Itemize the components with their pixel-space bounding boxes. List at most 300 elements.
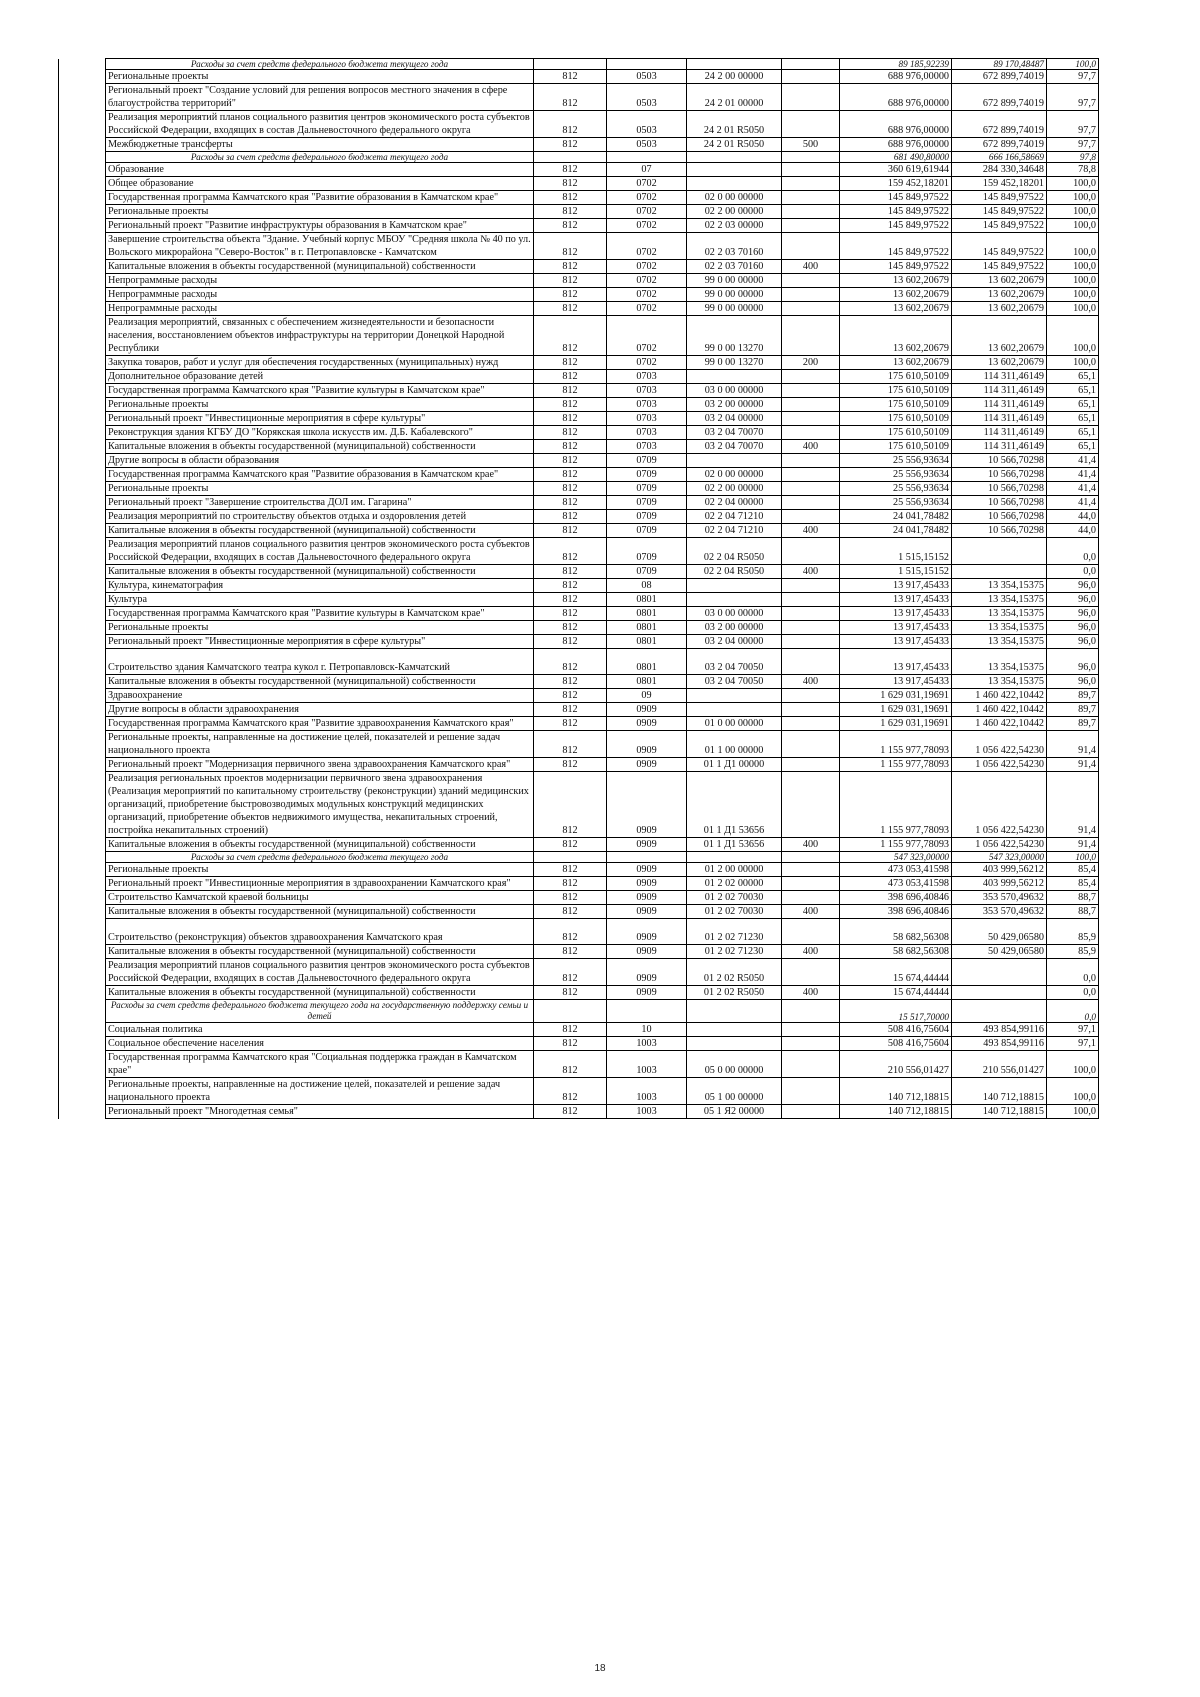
target-article-code: 01 2 00 00000 (687, 863, 782, 877)
margin-cell (59, 731, 106, 758)
execution-percent: 0,0 (1047, 959, 1099, 986)
section-code: 0909 (607, 731, 687, 758)
item-name: Региональный проект "Развитие инфраструктуры образования в Камчатском крае" (106, 219, 534, 233)
executed-amount: 114 311,46149 (952, 384, 1047, 398)
table-row (59, 302, 1099, 316)
planned-amount: 175 610,50109 (840, 370, 952, 384)
target-article-code (687, 593, 782, 607)
grbs-code (534, 152, 607, 163)
item-name: Строительство (реконструкция) объектов здравоохранения Камчатского края (106, 919, 534, 945)
grbs-code: 812 (534, 1037, 607, 1051)
planned-amount: 175 610,50109 (840, 426, 952, 440)
execution-percent: 41,4 (1047, 496, 1099, 510)
executed-amount: 145 849,97522 (952, 260, 1047, 274)
target-article-code: 03 2 00 00000 (687, 621, 782, 635)
table-row (59, 111, 1099, 138)
item-name: Реализация мероприятий планов социального развития центров экономического роста субъектов Российской Федерации, входящих в состав Дальневосточного федерального округа (106, 538, 534, 565)
planned-amount: 1 515,15152 (840, 565, 952, 579)
expense-type-code (782, 274, 840, 288)
expense-type-code (782, 579, 840, 593)
table-row (59, 607, 1099, 621)
execution-percent: 85,4 (1047, 877, 1099, 891)
expense-type-code (782, 496, 840, 510)
item-name: Региональные проекты, направленные на достижение целей, показателей и решение задач национального проекта (106, 1078, 534, 1105)
table-row (59, 70, 1099, 84)
execution-percent: 96,0 (1047, 649, 1099, 675)
section-code: 09 (607, 689, 687, 703)
planned-amount: 15 517,70000 (840, 1000, 952, 1023)
executed-amount: 493 854,99116 (952, 1037, 1047, 1051)
item-name: Государственная программа Камчатского края "Развитие образования в Камчатском крае" (106, 468, 534, 482)
executed-amount: 13 602,20679 (952, 274, 1047, 288)
expense-type-code (782, 191, 840, 205)
expense-type-code (782, 1105, 840, 1119)
planned-amount: 1 155 977,78093 (840, 731, 952, 758)
table-row (59, 1023, 1099, 1037)
execution-percent: 97,1 (1047, 1023, 1099, 1037)
expense-type-code (782, 1037, 840, 1051)
expense-type-code: 400 (782, 838, 840, 852)
target-article-code (687, 689, 782, 703)
expense-type-code (782, 454, 840, 468)
execution-percent: 96,0 (1047, 621, 1099, 635)
executed-amount: 89 170,48487 (952, 59, 1047, 70)
section-code: 0702 (607, 191, 687, 205)
section-code: 0709 (607, 496, 687, 510)
table-row (59, 316, 1099, 356)
table-row (59, 260, 1099, 274)
execution-percent: 0,0 (1047, 986, 1099, 1000)
margin-cell (59, 758, 106, 772)
expense-type-code: 500 (782, 138, 840, 152)
margin-cell (59, 177, 106, 191)
item-name: Другие вопросы в области образования (106, 454, 534, 468)
margin-cell (59, 863, 106, 877)
margin-cell (59, 538, 106, 565)
section-code: 0801 (607, 649, 687, 675)
executed-amount: 1 056 422,54230 (952, 731, 1047, 758)
margin-cell (59, 905, 106, 919)
section-code: 08 (607, 579, 687, 593)
section-code: 0709 (607, 538, 687, 565)
executed-amount (952, 565, 1047, 579)
execution-percent: 85,9 (1047, 945, 1099, 959)
target-article-code: 02 2 04 71210 (687, 524, 782, 538)
planned-amount: 25 556,93634 (840, 482, 952, 496)
table-row (59, 593, 1099, 607)
margin-cell (59, 191, 106, 205)
item-name: Государственная программа Камчатского края "Развитие культуры в Камчатском крае" (106, 384, 534, 398)
grbs-code: 812 (534, 412, 607, 426)
execution-percent: 44,0 (1047, 510, 1099, 524)
expense-type-code (782, 758, 840, 772)
executed-amount: 10 566,70298 (952, 524, 1047, 538)
margin-cell (59, 689, 106, 703)
execution-percent: 89,7 (1047, 717, 1099, 731)
expense-type-code (782, 70, 840, 84)
planned-amount: 688 976,00000 (840, 111, 952, 138)
margin-cell (59, 288, 106, 302)
table-row (59, 440, 1099, 454)
execution-percent: 0,0 (1047, 538, 1099, 565)
margin-cell (59, 1023, 106, 1037)
grbs-code: 812 (534, 945, 607, 959)
target-article-code: 05 1 Я2 00000 (687, 1105, 782, 1119)
planned-amount: 13 917,45433 (840, 675, 952, 689)
section-code: 0703 (607, 398, 687, 412)
grbs-code: 812 (534, 538, 607, 565)
execution-percent: 96,0 (1047, 635, 1099, 649)
margin-cell (59, 607, 106, 621)
executed-amount (952, 986, 1047, 1000)
execution-percent: 88,7 (1047, 905, 1099, 919)
execution-percent: 41,4 (1047, 482, 1099, 496)
grbs-code: 812 (534, 635, 607, 649)
section-code: 0909 (607, 863, 687, 877)
target-article-code: 05 0 00 00000 (687, 1051, 782, 1078)
section-code (607, 1000, 687, 1023)
margin-cell (59, 621, 106, 635)
target-article-code: 02 2 03 70160 (687, 233, 782, 260)
section-code: 1003 (607, 1037, 687, 1051)
expense-type-code: 400 (782, 565, 840, 579)
planned-amount: 145 849,97522 (840, 191, 952, 205)
expense-type-code (782, 316, 840, 356)
executed-amount: 13 602,20679 (952, 288, 1047, 302)
executed-amount: 114 311,46149 (952, 398, 1047, 412)
margin-cell (59, 717, 106, 731)
margin-cell (59, 370, 106, 384)
planned-amount: 13 917,45433 (840, 579, 952, 593)
note-row (59, 59, 1099, 70)
target-article-code: 02 2 04 71210 (687, 510, 782, 524)
target-article-code (687, 1037, 782, 1051)
execution-percent: 100,0 (1047, 356, 1099, 370)
section-code: 0503 (607, 111, 687, 138)
margin-cell (59, 356, 106, 370)
item-name: Образование (106, 163, 534, 177)
grbs-code: 812 (534, 370, 607, 384)
section-code: 0801 (607, 675, 687, 689)
margin-cell (59, 468, 106, 482)
margin-cell (59, 426, 106, 440)
expense-type-code (782, 59, 840, 70)
grbs-code: 812 (534, 621, 607, 635)
margin-cell (59, 852, 106, 863)
expense-type-code (782, 538, 840, 565)
planned-amount: 681 490,80000 (840, 152, 952, 163)
execution-percent: 100,0 (1047, 852, 1099, 863)
target-article-code: 24 2 01 00000 (687, 84, 782, 111)
target-article-code: 03 2 04 70070 (687, 426, 782, 440)
target-article-code (687, 852, 782, 863)
table-row (59, 510, 1099, 524)
section-code: 1003 (607, 1051, 687, 1078)
execution-percent: 85,9 (1047, 919, 1099, 945)
expense-type-code (782, 370, 840, 384)
execution-percent: 65,1 (1047, 384, 1099, 398)
item-name: Дополнительное образование детей (106, 370, 534, 384)
grbs-code: 812 (534, 191, 607, 205)
execution-percent: 0,0 (1047, 565, 1099, 579)
target-article-code: 03 2 04 00000 (687, 635, 782, 649)
target-article-code (687, 370, 782, 384)
expense-type-code: 400 (782, 524, 840, 538)
planned-amount: 1 155 977,78093 (840, 838, 952, 852)
margin-cell (59, 219, 106, 233)
planned-amount: 24 041,78482 (840, 510, 952, 524)
execution-percent: 100,0 (1047, 191, 1099, 205)
grbs-code: 812 (534, 675, 607, 689)
grbs-code: 812 (534, 426, 607, 440)
execution-percent: 100,0 (1047, 177, 1099, 191)
expense-type-code (782, 607, 840, 621)
grbs-code: 812 (534, 524, 607, 538)
margin-cell (59, 302, 106, 316)
section-code: 1003 (607, 1078, 687, 1105)
target-article-code: 03 2 04 70070 (687, 440, 782, 454)
execution-percent: 91,4 (1047, 758, 1099, 772)
grbs-code: 812 (534, 468, 607, 482)
executed-amount: 13 354,15375 (952, 607, 1047, 621)
expense-type-code (782, 635, 840, 649)
table-row (59, 838, 1099, 852)
section-code: 0709 (607, 524, 687, 538)
execution-percent: 97,7 (1047, 111, 1099, 138)
expense-type-code (782, 482, 840, 496)
planned-amount: 508 416,75604 (840, 1023, 952, 1037)
grbs-code (534, 852, 607, 863)
table-row (59, 621, 1099, 635)
grbs-code (534, 1000, 607, 1023)
table-row (59, 959, 1099, 986)
execution-percent: 100,0 (1047, 260, 1099, 274)
table-row (59, 635, 1099, 649)
item-name: Капитальные вложения в объекты государственной (муниципальной) собственности (106, 675, 534, 689)
planned-amount: 15 674,44444 (840, 959, 952, 986)
grbs-code: 812 (534, 877, 607, 891)
target-article-code (687, 703, 782, 717)
margin-cell (59, 579, 106, 593)
section-code: 0702 (607, 219, 687, 233)
execution-percent: 65,1 (1047, 412, 1099, 426)
table-row (59, 538, 1099, 565)
executed-amount: 284 330,34648 (952, 163, 1047, 177)
table-row (59, 579, 1099, 593)
item-name: Другие вопросы в области здравоохранения (106, 703, 534, 717)
expense-type-code (782, 84, 840, 111)
table-row (59, 689, 1099, 703)
executed-amount: 114 311,46149 (952, 412, 1047, 426)
planned-amount: 58 682,56308 (840, 945, 952, 959)
margin-cell (59, 260, 106, 274)
executed-amount: 1 460 422,10442 (952, 689, 1047, 703)
section-code: 0702 (607, 288, 687, 302)
table-row (59, 945, 1099, 959)
item-name: Реализация мероприятий, связанных с обеспечением жизнедеятельности и безопасности населения, восстановлением объектов инфраструктуры на территории Донецкой Народной Республики (106, 316, 534, 356)
expense-type-code (782, 233, 840, 260)
target-article-code: 03 0 00 00000 (687, 607, 782, 621)
margin-cell (59, 274, 106, 288)
planned-amount: 175 610,50109 (840, 384, 952, 398)
grbs-code: 812 (534, 689, 607, 703)
grbs-code: 812 (534, 84, 607, 111)
executed-amount: 1 056 422,54230 (952, 758, 1047, 772)
executed-amount: 13 602,20679 (952, 302, 1047, 316)
item-name: Капитальные вложения в объекты государственной (муниципальной) собственности (106, 565, 534, 579)
item-name: Государственная программа Камчатского края "Развитие культуры в Камчатском крае" (106, 607, 534, 621)
planned-amount: 175 610,50109 (840, 398, 952, 412)
margin-cell (59, 412, 106, 426)
table-row (59, 482, 1099, 496)
expense-type-code (782, 772, 840, 838)
execution-percent: 100,0 (1047, 1078, 1099, 1105)
section-code: 0909 (607, 905, 687, 919)
section-code: 0703 (607, 426, 687, 440)
item-name: Расходы за счет средств федерального бюджета текущего года (106, 152, 534, 163)
planned-amount: 688 976,00000 (840, 84, 952, 111)
target-article-code: 01 2 02 R5050 (687, 986, 782, 1000)
section-code: 0909 (607, 758, 687, 772)
target-article-code: 01 2 02 70030 (687, 891, 782, 905)
table-row (59, 717, 1099, 731)
executed-amount: 114 311,46149 (952, 370, 1047, 384)
table-row (59, 177, 1099, 191)
grbs-code: 812 (534, 274, 607, 288)
target-article-code: 01 2 02 00000 (687, 877, 782, 891)
grbs-code: 812 (534, 919, 607, 945)
executed-amount: 13 354,15375 (952, 675, 1047, 689)
grbs-code: 812 (534, 1078, 607, 1105)
execution-percent: 97,8 (1047, 152, 1099, 163)
note-row (59, 852, 1099, 863)
grbs-code: 812 (534, 1105, 607, 1119)
target-article-code: 99 0 00 00000 (687, 302, 782, 316)
planned-amount: 13 602,20679 (840, 274, 952, 288)
section-code: 0909 (607, 772, 687, 838)
target-article-code: 01 2 02 71230 (687, 919, 782, 945)
section-code: 0503 (607, 138, 687, 152)
item-name: Региональный проект "Инвестиционные мероприятия в сфере культуры" (106, 635, 534, 649)
margin-cell (59, 233, 106, 260)
section-code: 0702 (607, 316, 687, 356)
execution-percent: 91,4 (1047, 772, 1099, 838)
table-row (59, 233, 1099, 260)
item-name: Региональный проект "Создание условий для решения вопросов местного значения в сфере благоустройства территорий" (106, 84, 534, 111)
table-row (59, 219, 1099, 233)
item-name: Региональные проекты (106, 621, 534, 635)
executed-amount: 114 311,46149 (952, 426, 1047, 440)
target-article-code: 99 0 00 13270 (687, 316, 782, 356)
planned-amount: 473 053,41598 (840, 877, 952, 891)
section-code: 10 (607, 1023, 687, 1037)
table-row (59, 524, 1099, 538)
execution-percent: 65,1 (1047, 440, 1099, 454)
execution-percent: 100,0 (1047, 233, 1099, 260)
executed-amount (952, 959, 1047, 986)
target-article-code: 24 2 00 00000 (687, 70, 782, 84)
item-name: Государственная программа Камчатского края "Развитие образования в Камчатском крае" (106, 191, 534, 205)
execution-percent: 85,4 (1047, 863, 1099, 877)
item-name: Общее образование (106, 177, 534, 191)
executed-amount (952, 1000, 1047, 1023)
item-name: Завершение строительства объекта "Здание. Учебный корпус МБОУ "Средняя школа № 40 по ул. Вольского микрорайона "Северо-Восток" в г. Петропавловске - Камчатском (106, 233, 534, 260)
table-row (59, 426, 1099, 440)
expense-type-code (782, 1000, 840, 1023)
planned-amount: 13 917,45433 (840, 621, 952, 635)
margin-cell (59, 111, 106, 138)
expense-type-code (782, 877, 840, 891)
execution-percent: 97,7 (1047, 70, 1099, 84)
grbs-code: 812 (534, 496, 607, 510)
margin-cell (59, 877, 106, 891)
execution-percent: 96,0 (1047, 607, 1099, 621)
target-article-code: 02 0 00 00000 (687, 468, 782, 482)
planned-amount: 159 452,18201 (840, 177, 952, 191)
planned-amount: 360 619,61944 (840, 163, 952, 177)
planned-amount: 25 556,93634 (840, 454, 952, 468)
margin-cell (59, 959, 106, 986)
item-name: Реконструкция здания КГБУ ДО "Корякская школа искусств им. Д.Б. Кабалевского" (106, 426, 534, 440)
target-article-code: 03 2 00 00000 (687, 398, 782, 412)
execution-percent: 100,0 (1047, 274, 1099, 288)
expense-type-code (782, 731, 840, 758)
expense-type-code (782, 152, 840, 163)
planned-amount: 547 323,00000 (840, 852, 952, 863)
expense-type-code (782, 649, 840, 675)
grbs-code: 812 (534, 138, 607, 152)
target-article-code: 01 1 Д1 53656 (687, 772, 782, 838)
item-name: Государственная программа Камчатского края "Социальная поддержка граждан в Камчатском крае" (106, 1051, 534, 1078)
execution-percent: 65,1 (1047, 370, 1099, 384)
planned-amount: 688 976,00000 (840, 70, 952, 84)
target-article-code: 02 2 04 R5050 (687, 538, 782, 565)
grbs-code: 812 (534, 316, 607, 356)
section-code: 0703 (607, 384, 687, 398)
grbs-code (534, 59, 607, 70)
executed-amount: 50 429,06580 (952, 945, 1047, 959)
executed-amount: 1 056 422,54230 (952, 838, 1047, 852)
expense-type-code (782, 288, 840, 302)
margin-cell (59, 649, 106, 675)
margin-cell (59, 205, 106, 219)
section-code: 0503 (607, 70, 687, 84)
expense-type-code (782, 1078, 840, 1105)
target-article-code: 03 0 00 00000 (687, 384, 782, 398)
margin-cell (59, 1105, 106, 1119)
table-row (59, 468, 1099, 482)
execution-percent: 96,0 (1047, 593, 1099, 607)
section-code: 0709 (607, 510, 687, 524)
table-row (59, 1105, 1099, 1119)
table-row (59, 205, 1099, 219)
execution-percent: 65,1 (1047, 426, 1099, 440)
planned-amount: 13 602,20679 (840, 288, 952, 302)
target-article-code: 03 2 04 70050 (687, 649, 782, 675)
executed-amount: 1 460 422,10442 (952, 703, 1047, 717)
section-code: 0702 (607, 233, 687, 260)
section-code: 0503 (607, 84, 687, 111)
item-name: Капитальные вложения в объекты государственной (муниципальной) собственности (106, 524, 534, 538)
target-article-code (687, 163, 782, 177)
execution-percent: 88,7 (1047, 891, 1099, 905)
margin-cell (59, 675, 106, 689)
planned-amount: 13 602,20679 (840, 316, 952, 356)
item-name: Региональные проекты (106, 482, 534, 496)
grbs-code: 812 (534, 905, 607, 919)
executed-amount: 145 849,97522 (952, 205, 1047, 219)
grbs-code: 812 (534, 205, 607, 219)
